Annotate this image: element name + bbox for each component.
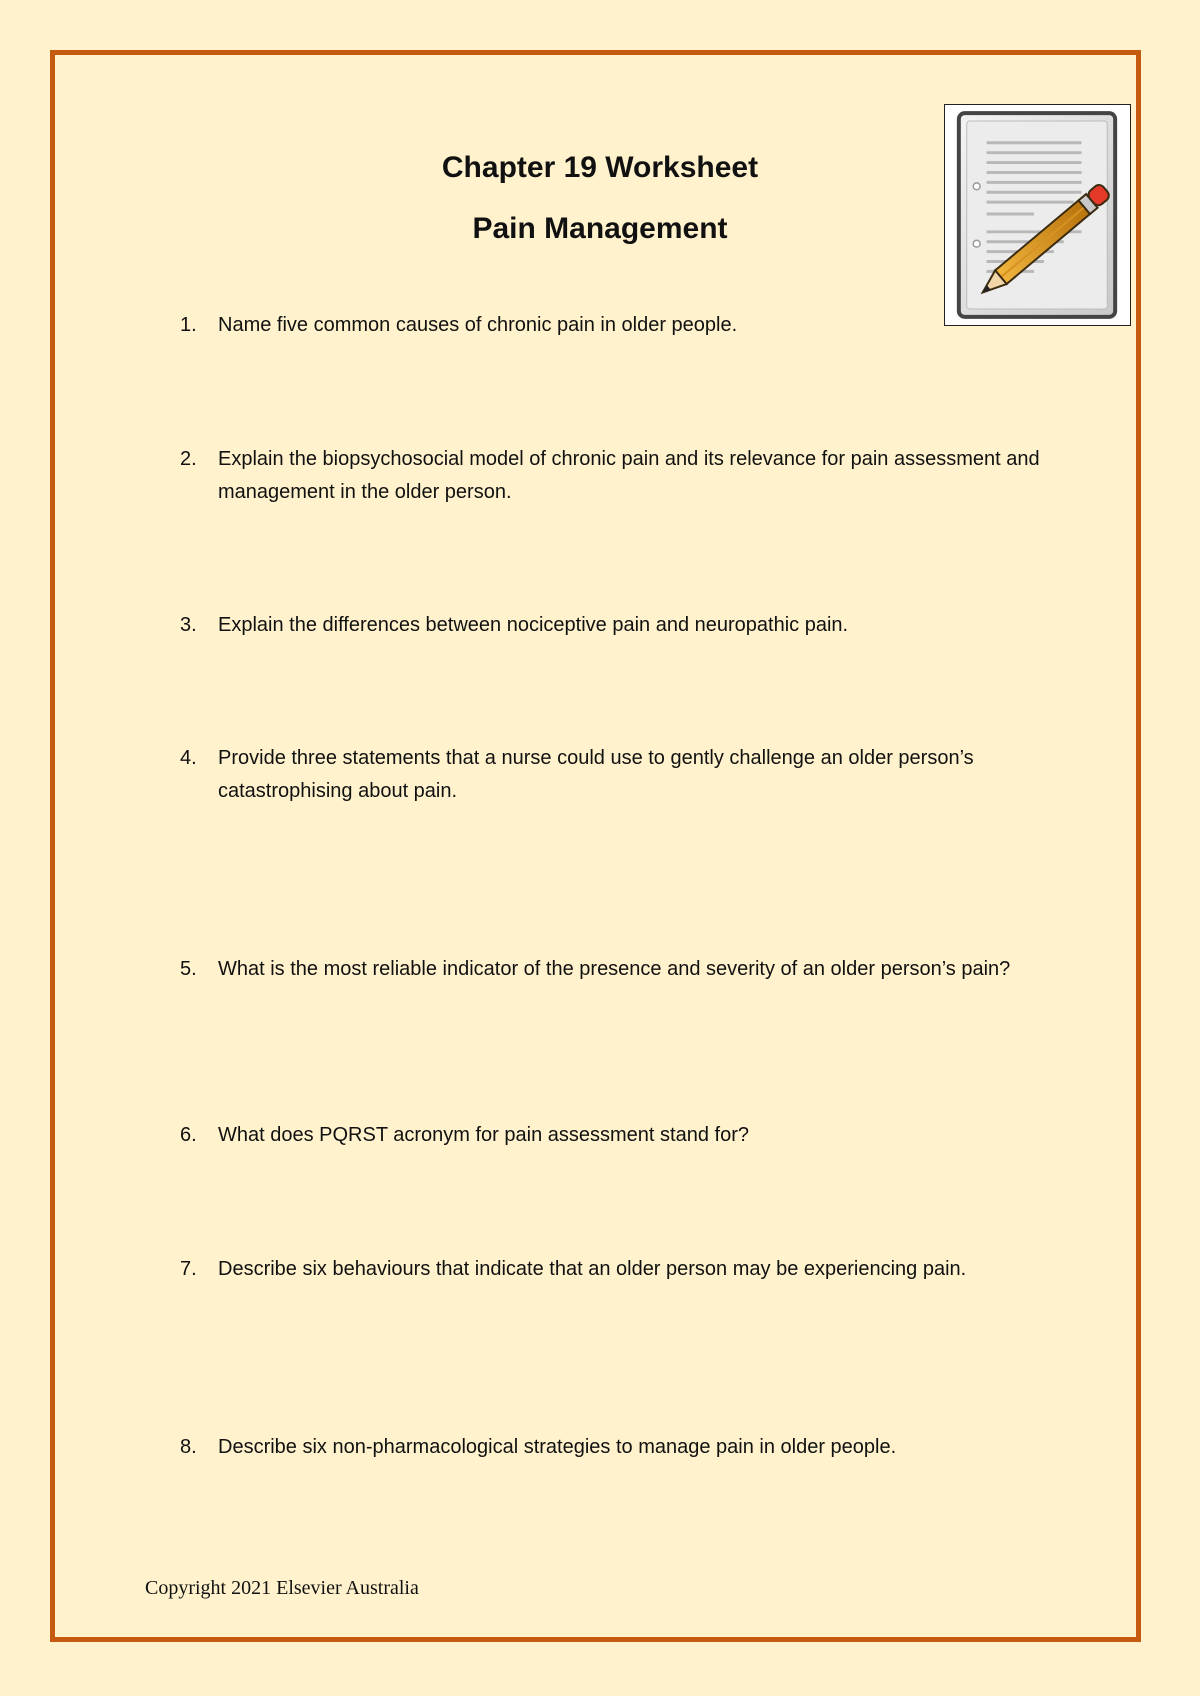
copyright-notice: Copyright 2021 Elsevier Australia bbox=[145, 1577, 419, 1599]
question-number: 8. bbox=[180, 1436, 197, 1458]
worksheet-title: Chapter 19 Worksheet bbox=[441, 151, 759, 184]
question-number: 5. bbox=[180, 958, 197, 980]
question-number: 7. bbox=[180, 1258, 197, 1280]
question-text: Provide three statements that a nurse could use to gently challenge an older person’s catastrophising about pain. bbox=[218, 747, 974, 802]
question-number: 4. bbox=[180, 747, 197, 769]
question-7 bbox=[180, 1253, 1060, 1286]
question-number: 3. bbox=[180, 614, 197, 636]
question-text: Explain the biopsychosocial model of chronic pain and its relevance for pain assessment and management in the older person. bbox=[218, 448, 1040, 503]
question-3 bbox=[180, 609, 1060, 642]
question-number: 1. bbox=[180, 314, 197, 336]
question-text: Explain the differences between nociceptive pain and neuropathic pain. bbox=[218, 614, 849, 636]
question-8 bbox=[180, 1431, 1060, 1464]
question-text: What is the most reliable indicator of the presence and severity of an older person’s pain? bbox=[218, 958, 1011, 980]
question-6 bbox=[180, 1119, 1060, 1152]
question-text: Name five common causes of chronic pain in older people. bbox=[218, 314, 738, 336]
question-number: 2. bbox=[180, 448, 197, 470]
question-text: Describe six behaviours that indicate that an older person may be experiencing pain. bbox=[218, 1258, 967, 1280]
question-number: 6. bbox=[180, 1124, 197, 1146]
question-4 bbox=[180, 742, 1060, 808]
question-text: Describe six non-pharmacological strategies to manage pain in older people. bbox=[218, 1436, 897, 1458]
question-5 bbox=[180, 953, 1060, 986]
question-1 bbox=[180, 309, 1060, 342]
worksheet-subtitle: Pain Management bbox=[472, 212, 728, 245]
question-2 bbox=[180, 443, 1060, 509]
question-text: What does PQRST acronym for pain assessment stand for? bbox=[218, 1124, 749, 1146]
